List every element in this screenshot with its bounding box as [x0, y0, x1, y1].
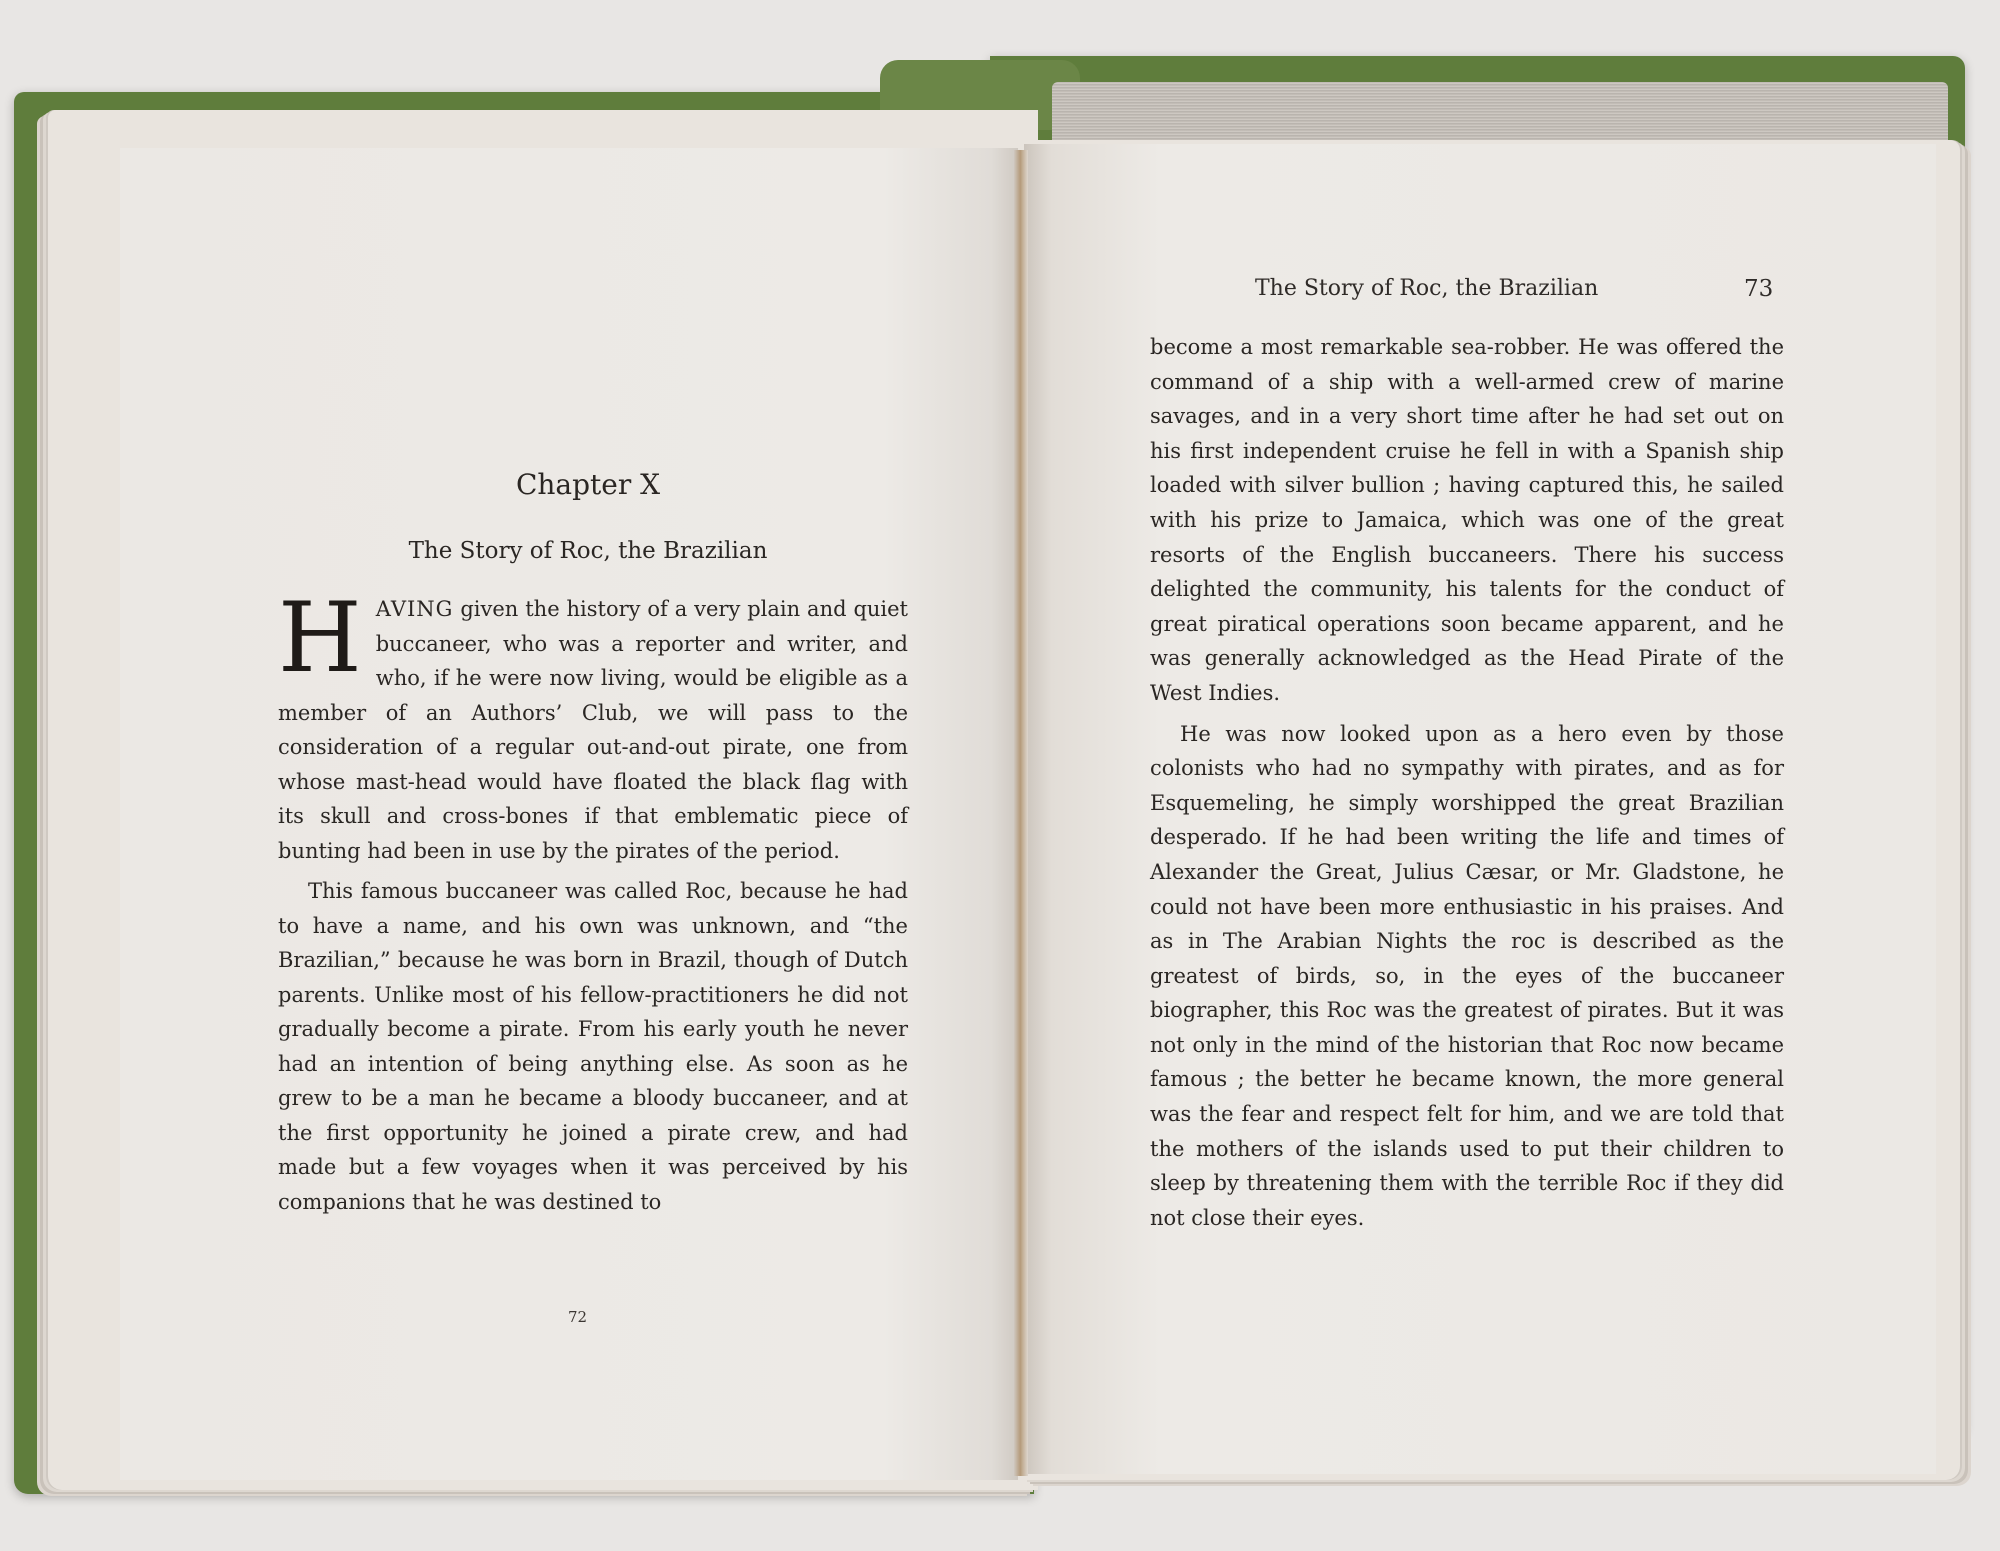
- paragraph-lead-word: AVING: [375, 597, 454, 621]
- left-page-body: [278, 582, 908, 1219]
- left-paragraph-2: This famous buccaneer was called Roc, because he had to have a name, and his own was unknown, and “the Brazilian,” because he was born in Brazil, though of Dutch parents. Unlike most of his fellow-practitioners he did not gradually become a pirate. From his early youth he never had an intention of being anything else. As soon as he grew to be a man he became a bloody buccaneer, and at the first opportunity he joined a pirate crew, and had made but a few voyages when it was perceived by his companions that he was destined to: [278, 879, 908, 1214]
- right-paragraph-2: He was now looked upon as a hero even by those colonists who had no sympathy with pirates, and as for Esquemeling, he simply worshipped the great Brazilian desperado. If he had been writing the life and times of Alexander the Great, Julius Cæsar, or Mr. Gladstone, he could not have been more enthusiastic in his praises. And as in The Arabian Nights the roc is described as the greatest of birds, so, in the eyes of the buccaneer biographer, this Roc was the greatest of pirates. But it was not only in the mind of the historian that Roc now became famous ; the better he became known, the more general was the fear and respect felt for him, and we are told that the mothers of the islands used to put their children to sleep by threatening them with the terrible Roc if they did not close their eyes.: [1150, 721, 1784, 1230]
- running-head: The Story of Roc, the Brazilian: [1255, 276, 1599, 301]
- page-block-top-edge: [1052, 82, 1948, 148]
- chapter-heading: Chapter X: [515, 468, 661, 501]
- page-number-right: 73: [1744, 276, 1774, 302]
- right-page-body: [1150, 330, 1784, 1235]
- book-gutter: [1014, 150, 1028, 1476]
- right-paragraph-1: become a most remarkable sea-robber. He was offered the command of a ship with a well-armed crew of marine savages, and in a very short time after he had set out on his first independent cruise he fell in with a Spanish ship loaded with silver bullion ; having captured this, he sailed with his prize to Jamaica, which was one of the great resorts of the English buccaneers. There his success delighted the community, his talents for the conduct of great piratical operations soon became apparent, and he was generally acknowledged as the Head Pirate of the West Indies.: [1150, 335, 1784, 705]
- drop-cap: H: [278, 582, 362, 694]
- chapter-title: The Story of Roc, the Brazilian: [408, 538, 768, 564]
- left-paragraph-1-text: given the history of a very plain and quiet buccaneer, who was a reporter and writer, and who, if he were now living, would be eligible as a member of an Authors’ Club, we will pass to the consideration of a regular out-and-out pirate, one from whose mast-head would have floated the black flag with its skull and cross-bones if that emblematic piece of bunting had been in use by the pirates of the period.: [278, 597, 908, 863]
- left-paragraph-1: [278, 582, 908, 868]
- page-number-left: 72: [568, 1308, 588, 1326]
